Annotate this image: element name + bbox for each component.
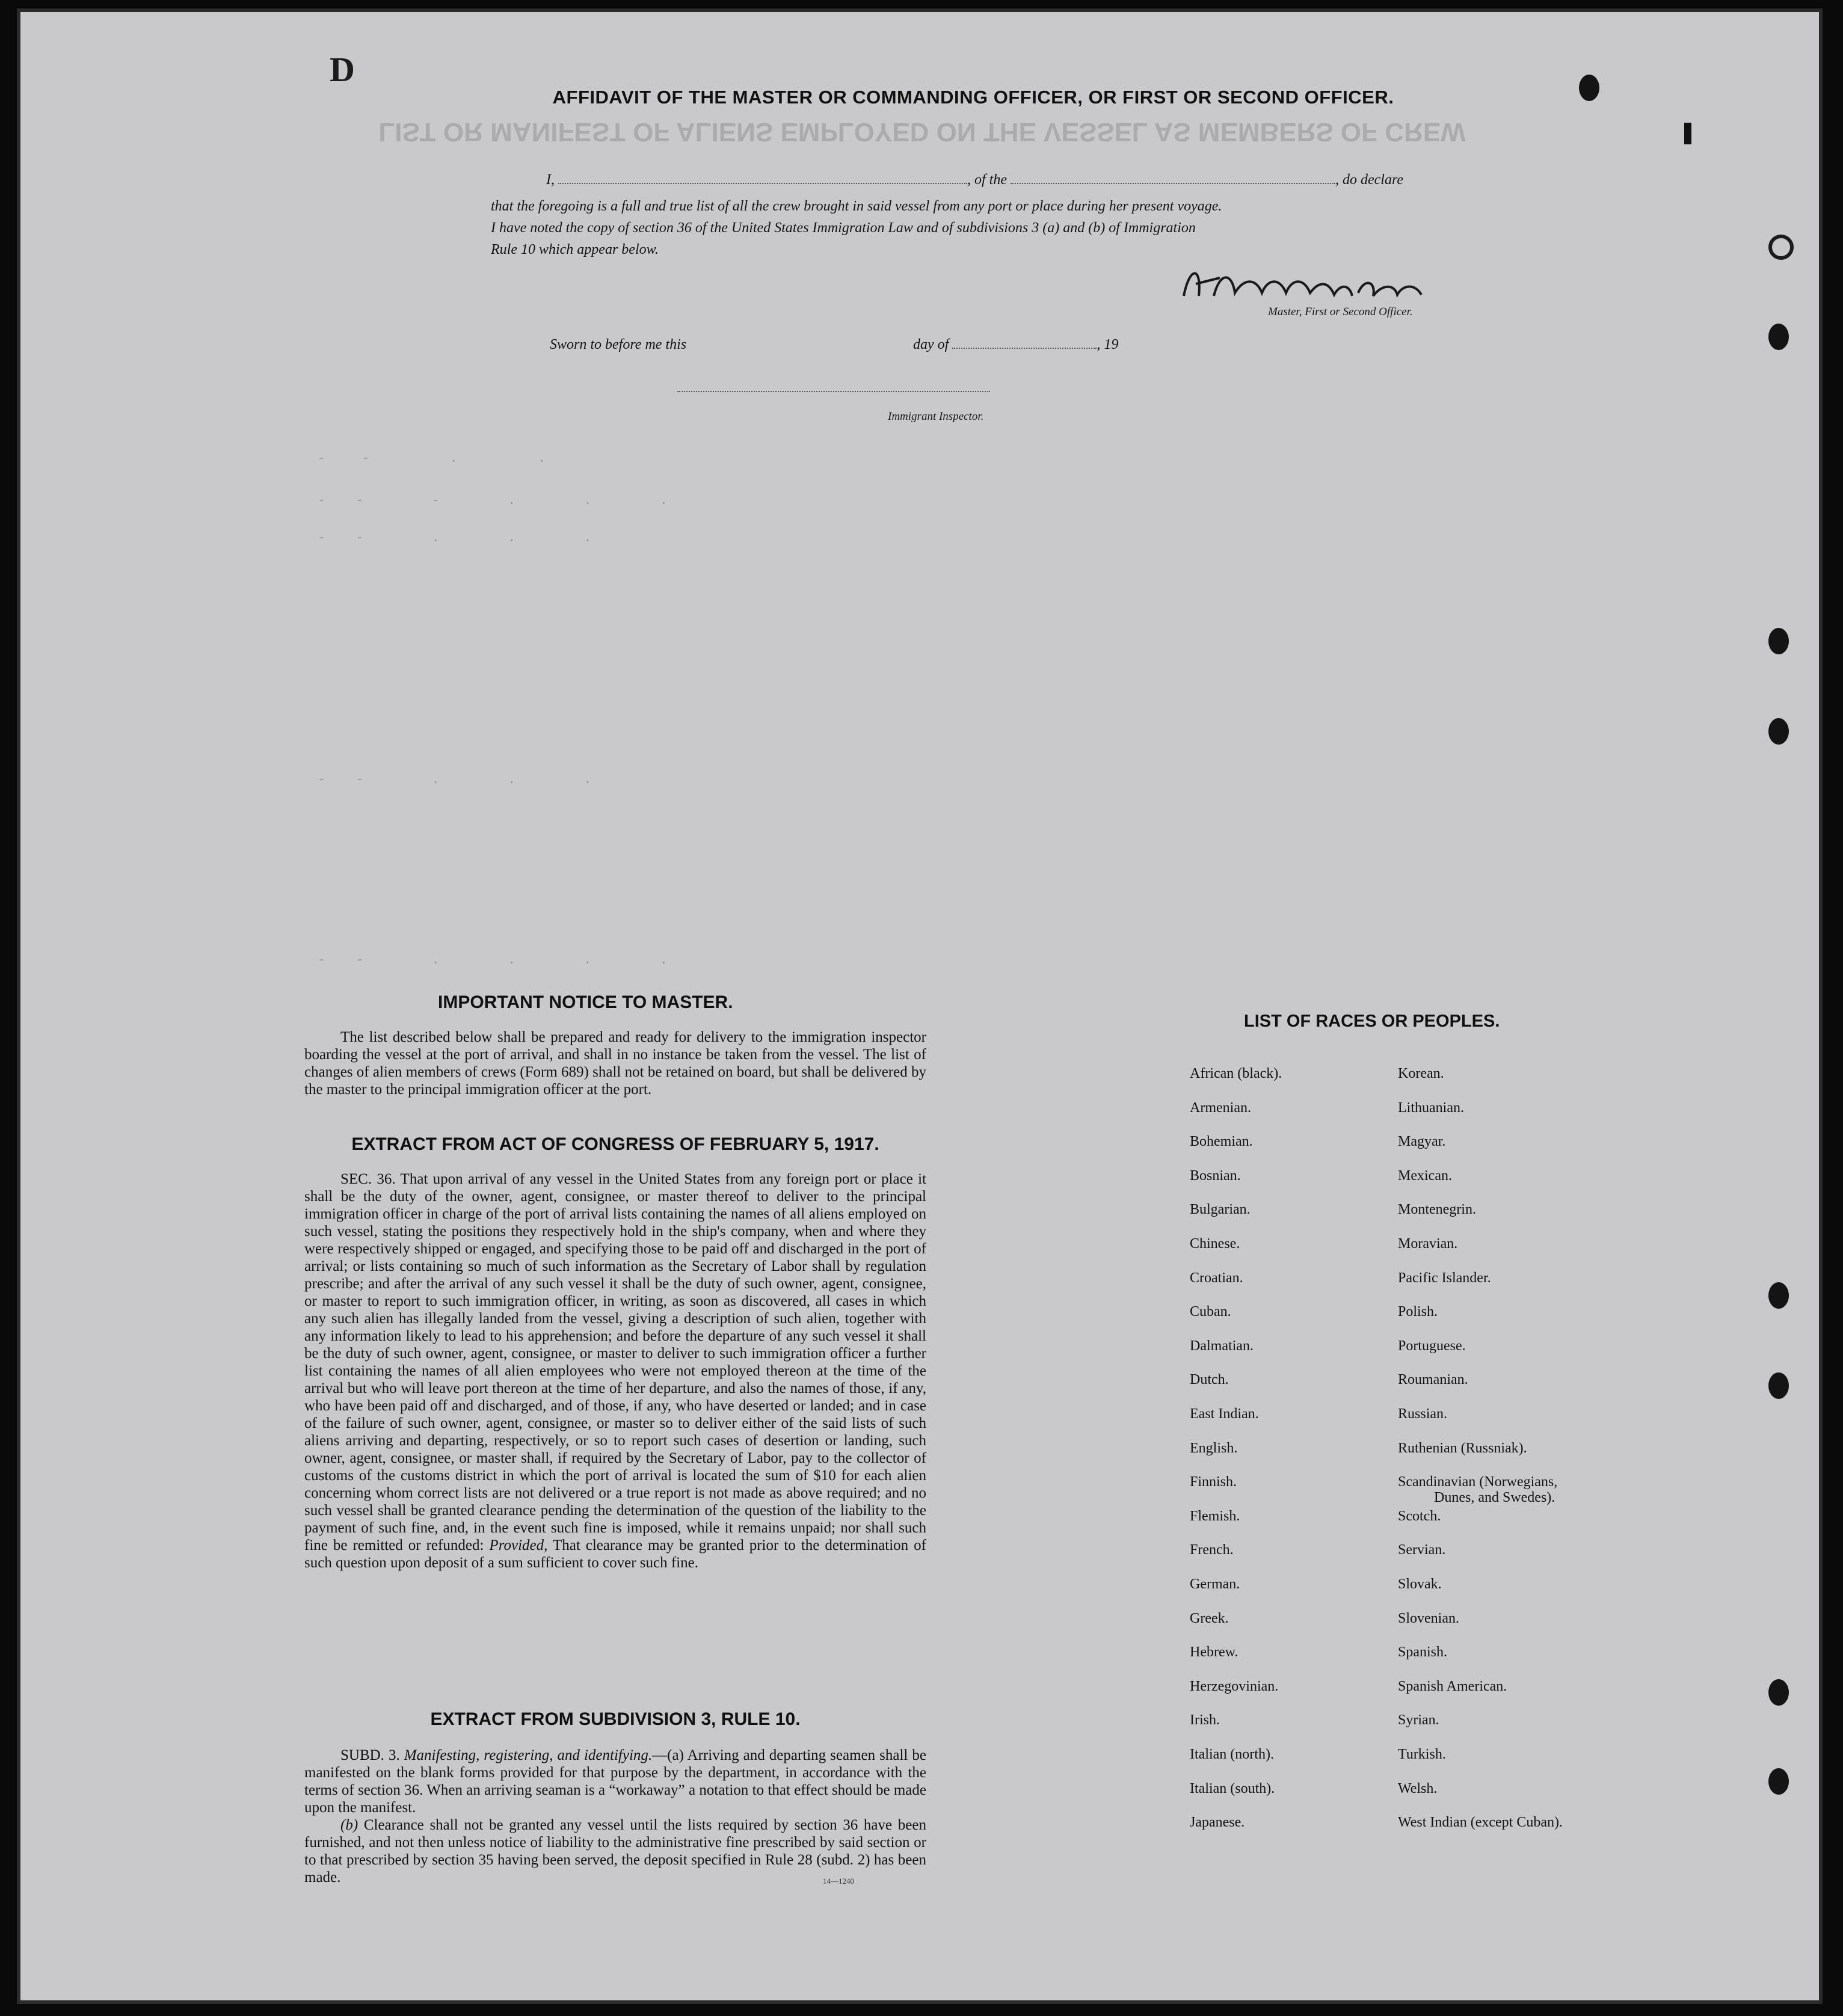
race-item: Croatian. [1190, 1270, 1243, 1286]
race-item: Italian (south). [1190, 1780, 1275, 1796]
race-item: Roumanian. [1398, 1372, 1468, 1388]
do-declare-label: , do declare [1335, 172, 1404, 188]
race-item: Dutch. [1190, 1372, 1229, 1388]
inspector-label: Immigrant Inspector. [888, 410, 984, 423]
race-item: German. [1190, 1576, 1240, 1592]
race-item: Korean. [1398, 1066, 1444, 1081]
document-page [17, 8, 1823, 2004]
race-item: East Indian. [1190, 1406, 1259, 1422]
vessel-blank [1011, 183, 1335, 184]
of-the-label: , of the [967, 172, 1007, 188]
corner-letter: D [330, 50, 355, 89]
race-item: Dunes, and Swedes). [1434, 1490, 1555, 1506]
bleed-through-heading: LIST OR MANIFEST OF ALIENS EMPLOYED ON THE VESSEL AS MEMBERS OF CREW [378, 117, 1466, 147]
race-item: Irish. [1190, 1712, 1220, 1729]
race-item: Hebrew. [1190, 1644, 1238, 1661]
bleed-through-marks: -- . . [318, 451, 582, 466]
bleed-through-marks: -- - . . . [318, 493, 698, 508]
race-item: Slovenian. [1398, 1610, 1459, 1626]
affidavit-title: AFFIDAVIT OF THE MASTER OR COMMANDING OFFICER, OR FIRST OR SECOND OFFICER. [552, 87, 1394, 108]
race-item: Scandinavian (Norwegians, [1398, 1474, 1558, 1490]
rule-heading: EXTRACT FROM SUBDIVISION 3, RULE 10. [430, 1709, 801, 1729]
name-blank [558, 183, 967, 184]
race-item: Scotch. [1398, 1508, 1441, 1524]
race-item: English. [1190, 1440, 1238, 1456]
act-section: SEC. 36. [340, 1171, 396, 1187]
race-item: Armenian. [1190, 1099, 1251, 1116]
act-heading: EXTRACT FROM ACT OF CONGRESS OF FEBRUARY 5, 1917. [351, 1134, 879, 1154]
rule-para-a: —(a) Arriving and departing seamen shall be manifested on the blank forms provided for that purpose by the department, in accordance with the terms of section 36. When an arriving seaman is a “workaway” a notation to that effect should be made upon the manifest. [304, 1747, 926, 1816]
race-item: Pacific Islander. [1398, 1270, 1491, 1286]
race-item: Lithuanian. [1398, 1099, 1464, 1116]
notice-text: The list described below shall be prepared and ready for delivery to the immigration inspector boarding the vessel at the port of arrival, and shall in no instance be taken from the vessel. The list of changes of alien members of crews (Form 689) shall not be retained on board, but shall be delivered by the master to the principal immigration officer at the port. [304, 1029, 926, 1098]
race-item: Chinese. [1190, 1236, 1240, 1252]
i-label: I, [546, 172, 555, 188]
punch-hole [1768, 1282, 1789, 1309]
race-item: Herzegovinian. [1190, 1678, 1279, 1694]
race-item: Welsh. [1398, 1780, 1438, 1796]
affidavit-line-1 [546, 172, 1403, 188]
affidavit-line-3: I have noted the copy of section 36 of the United States Immigration Law and of subdivisions 3 (a) and (b) of Immigration [491, 220, 1196, 236]
act-body-end: That clearance may be granted prior to the determination of such question upon deposit of a sum sufficient to cover such fine. [304, 1537, 927, 1571]
punch-hole [1768, 1372, 1789, 1399]
rule-subd: SUBD. 3. [340, 1747, 400, 1763]
act-text [304, 1170, 926, 1572]
signature-label: Master, First or Second Officer. [1268, 306, 1413, 318]
race-item: French. [1190, 1542, 1234, 1558]
rule-text [304, 1747, 926, 1886]
punch-hole [1768, 718, 1789, 745]
rule-subd-title: Manifesting, registering, and identifying. [404, 1747, 653, 1763]
race-item: Portuguese. [1398, 1338, 1466, 1354]
bleed-through-marks: -- . . . [318, 772, 622, 787]
sworn-label: Sworn to before me this [550, 337, 687, 352]
race-item: Moravian. [1398, 1236, 1458, 1252]
affidavit-line-4: Rule 10 which appear below. [491, 242, 659, 257]
punch-hole [1768, 235, 1794, 260]
bleed-through-marks: -- . . . . [318, 953, 698, 968]
margin-mark [1684, 123, 1691, 144]
day-of-text: day of [913, 337, 949, 352]
race-item: Polish. [1398, 1304, 1438, 1320]
form-code: 14—1240 [823, 1876, 854, 1885]
race-item: Cuban. [1190, 1304, 1231, 1320]
race-item: Spanish American. [1398, 1678, 1507, 1694]
affidavit-line-2: that the foregoing is a full and true list of all the crew brought in said vessel from any port or place during her present voyage. [491, 198, 1222, 214]
punch-hole [1768, 324, 1789, 350]
race-item: Slovak. [1398, 1576, 1442, 1592]
bleed-through-marks: -- . . . [318, 530, 622, 545]
race-item: Montenegrin. [1398, 1202, 1476, 1218]
day-of-label [913, 337, 1118, 353]
punch-hole [1768, 1679, 1789, 1706]
race-item: Russian. [1398, 1406, 1448, 1422]
race-item: Dalmatian. [1190, 1338, 1254, 1354]
race-item: Finnish. [1190, 1474, 1237, 1490]
handwritten-signature [1178, 260, 1430, 308]
race-item: Bulgarian. [1190, 1202, 1251, 1218]
race-item: Flemish. [1190, 1508, 1240, 1524]
races-heading: LIST OF RACES OR PEOPLES. [1244, 1012, 1500, 1031]
race-item: Servian. [1398, 1542, 1446, 1558]
race-item: Bosnian. [1190, 1167, 1241, 1184]
race-item: Mexican. [1398, 1167, 1452, 1184]
inspector-signature-line [677, 391, 990, 392]
act-body: That upon arrival of any vessel in the United States from any foreign port or place it shall be the duty of the owner, agent, consignee, or master thereof to deliver to the principal immigration officer in charge of the port of arrival lists containing the names of all aliens employed on such vessel, stating the positions they respectively hold in the ship's company, when and where they were respectively shipped or engaged, and specifying those to be paid off and discharged in the port of arrival; or lists containing so much of such information as the Secretary of Labor shall by regulation prescribe; and after the arrival of any such vessel it shall be the duty of such owner, agent, consignee, or master to report to such immigration officer, in writing, as soon as discovered, all cases in which any such alien has illegally landed from the vessel, giving a description of such alien, together with any information likely to lead to his apprehension; and before the departure of any such vessel it shall be the duty of such owner, agent, consignee, or master to deliver to such immigration officer a further list containing the names of all alien employees who were not employed thereon at the time of the arrival but who will leave port thereon at the time of her departure, and also the names of those, if any, who have been paid off and discharged, and of those, if any, who have deserted or landed; and in case of the failure of such owner, agent, consignee, or master so to deliver either of the said lists of such aliens arriving and departing, respectively, or so to report such cases of desertion or landing, such owner, agent, consignee, or master shall, if required by the Secretary of Labor, pay to the collector of customs of the customs district in which the port of arrival is located the sum of $10 for each alien concerning whom correct lists are not delivered or a true report is not made as above required; and no such vessel shall be granted clearance pending the determination of the question of the liability to the payment of such fine, and, in the event such fine is imposed, while it remains unpaid; nor shall such fine be remitted or refunded: [304, 1171, 926, 1553]
race-item: Turkish. [1398, 1747, 1446, 1762]
year-label: , 19 [1097, 337, 1119, 352]
punch-hole [1768, 628, 1789, 654]
punch-hole [1768, 1768, 1789, 1795]
notice-heading: IMPORTANT NOTICE TO MASTER. [438, 992, 733, 1012]
rule-para-b: Clearance shall not be granted any vessel until the lists required by section 36 have been furnished, and not then unless notice of liability to the administrative fine prescribed by said section or to that prescribed by section 35 having been served, the deposit specified in Rule 28 (subd. 2) has been made. [304, 1817, 926, 1885]
act-provided: Provided, [489, 1537, 548, 1553]
race-item: Syrian. [1398, 1712, 1439, 1729]
rule-para-b-label: (b) [340, 1817, 358, 1833]
race-item: Greek. [1190, 1610, 1229, 1626]
race-item: Italian (north). [1190, 1747, 1274, 1762]
race-item: African (black). [1190, 1066, 1282, 1081]
race-item: Bohemian. [1190, 1134, 1253, 1150]
day-blank [952, 348, 1097, 349]
race-item: Japanese. [1190, 1815, 1245, 1831]
race-item: West Indian (except Cuban). [1398, 1815, 1563, 1831]
punch-hole [1579, 75, 1599, 101]
race-item: Magyar. [1398, 1134, 1446, 1150]
race-item: Ruthenian (Russniak). [1398, 1440, 1527, 1456]
race-item: Spanish. [1398, 1644, 1448, 1661]
